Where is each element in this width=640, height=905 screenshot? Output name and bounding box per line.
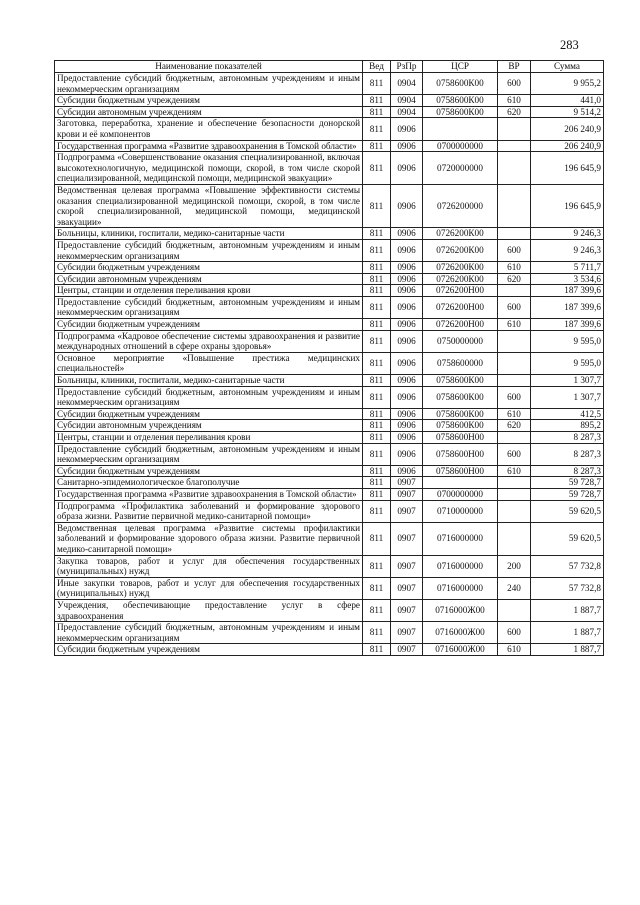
cell-csr: 0758600К00 — [423, 375, 498, 387]
cell-vr — [498, 352, 531, 374]
cell-csr: 0758600000 — [423, 352, 498, 374]
cell-sum: 1 307,7 — [531, 386, 604, 408]
cell-name: Субсидии бюджетным учреждениям — [55, 408, 363, 420]
cell-name: Субсидии бюджетным учреждениям — [55, 262, 363, 274]
cell-sum: 1 307,7 — [531, 375, 604, 387]
cell-rzpr: 0906 — [391, 285, 423, 297]
cell-csr: 0758600К00 — [423, 408, 498, 420]
cell-vr: 200 — [498, 555, 531, 577]
cell-ved: 811 — [363, 408, 391, 420]
table-row — [55, 118, 604, 140]
cell-csr: 0758600К00 — [423, 106, 498, 118]
table-row — [55, 488, 604, 500]
cell-sum: 1 887,7 — [531, 622, 604, 644]
cell-sum: 206 240,9 — [531, 118, 604, 140]
cell-rzpr: 0906 — [391, 330, 423, 352]
cell-sum: 3 534,6 — [531, 273, 604, 285]
cell-csr: 0716000000 — [423, 555, 498, 577]
cell-sum: 206 240,9 — [531, 140, 604, 152]
cell-vr: 600 — [498, 622, 531, 644]
table-row — [55, 386, 604, 408]
cell-vr: 620 — [498, 106, 531, 118]
cell-csr: 0758600Н00 — [423, 465, 498, 477]
table-row — [55, 319, 604, 331]
cell-csr: 0710000000 — [423, 500, 498, 522]
cell-ved: 811 — [363, 599, 391, 621]
budget-table — [54, 60, 604, 656]
header-name: Наименование показателей — [55, 61, 363, 73]
cell-sum: 59 728,7 — [531, 477, 604, 489]
cell-name: Предоставление субсидий бюджетным, автономным учреждениям и иным некоммерческим организациям — [55, 622, 363, 644]
cell-rzpr: 0907 — [391, 488, 423, 500]
cell-ved: 811 — [363, 73, 391, 95]
table-row — [55, 228, 604, 240]
cell-csr: 0716000000 — [423, 577, 498, 599]
cell-csr: 0726200Н00 — [423, 319, 498, 331]
cell-name: Субсидии бюджетным учреждениям — [55, 465, 363, 477]
cell-csr: 0758600К00 — [423, 73, 498, 95]
cell-name: Центры, станции и отделения переливания крови — [55, 432, 363, 444]
cell-vr: 620 — [498, 273, 531, 285]
cell-name: Предоставление субсидий бюджетным, автономным учреждениям и иным некоммерческим организациям — [55, 443, 363, 465]
cell-ved: 811 — [363, 152, 391, 185]
cell-vr — [498, 500, 531, 522]
cell-rzpr: 0906 — [391, 296, 423, 318]
cell-vr — [498, 118, 531, 140]
cell-ved: 811 — [363, 644, 391, 656]
cell-rzpr: 0904 — [391, 106, 423, 118]
cell-name: Предоставление субсидий бюджетным, автономным учреждениям и иным некоммерческим организациям — [55, 239, 363, 261]
cell-name: Центры, станции и отделения переливания крови — [55, 285, 363, 297]
cell-ved: 811 — [363, 262, 391, 274]
cell-vr — [498, 522, 531, 555]
cell-name: Больницы, клиники, госпитали, медико-санитарные части — [55, 375, 363, 387]
cell-rzpr: 0907 — [391, 622, 423, 644]
table-row — [55, 73, 604, 95]
cell-vr: 600 — [498, 386, 531, 408]
table-row — [55, 555, 604, 577]
cell-sum: 187 399,6 — [531, 285, 604, 297]
cell-csr: 0726200К00 — [423, 262, 498, 274]
cell-ved: 811 — [363, 319, 391, 331]
table-row — [55, 152, 604, 185]
cell-name: Учреждения, обеспечивающие предоставление услуг в сфере здравоохранения — [55, 599, 363, 621]
cell-ved: 811 — [363, 140, 391, 152]
cell-vr — [498, 330, 531, 352]
cell-rzpr: 0906 — [391, 465, 423, 477]
cell-sum: 9 955,2 — [531, 73, 604, 95]
cell-ved: 811 — [363, 488, 391, 500]
cell-csr: 0726200К00 — [423, 273, 498, 285]
cell-sum: 187 399,6 — [531, 319, 604, 331]
cell-ved: 811 — [363, 106, 391, 118]
table-row — [55, 599, 604, 621]
cell-ved: 811 — [363, 184, 391, 227]
table-row — [55, 408, 604, 420]
table-row — [55, 296, 604, 318]
cell-name: Государственная программа «Развитие здравоохранения в Томской области» — [55, 140, 363, 152]
cell-name: Субсидии бюджетным учреждениям — [55, 644, 363, 656]
cell-ved: 811 — [363, 555, 391, 577]
cell-name: Субсидии бюджетным учреждениям — [55, 95, 363, 107]
cell-ved: 811 — [363, 477, 391, 489]
cell-rzpr: 0906 — [391, 408, 423, 420]
table-row — [55, 95, 604, 107]
cell-name: Ведомственная целевая программа «Развитие системы профилактики заболеваний и формирование здорового образа жизни. Развитие первичной медико-санитарной помощи» — [55, 522, 363, 555]
cell-sum: 59 620,5 — [531, 500, 604, 522]
table-row — [55, 522, 604, 555]
cell-sum: 9 246,3 — [531, 228, 604, 240]
cell-csr: 0726200000 — [423, 184, 498, 227]
cell-rzpr: 0906 — [391, 184, 423, 227]
cell-rzpr: 0907 — [391, 500, 423, 522]
cell-rzpr: 0906 — [391, 432, 423, 444]
cell-csr: 0726200К00 — [423, 228, 498, 240]
cell-rzpr: 0906 — [391, 118, 423, 140]
header-sum: Сумма — [531, 61, 604, 73]
cell-vr: 610 — [498, 262, 531, 274]
cell-rzpr: 0906 — [391, 319, 423, 331]
cell-rzpr: 0907 — [391, 644, 423, 656]
cell-csr: 0716000000 — [423, 522, 498, 555]
cell-sum: 1 887,7 — [531, 644, 604, 656]
cell-sum: 5 711,7 — [531, 262, 604, 274]
cell-vr — [498, 285, 531, 297]
table-row — [55, 184, 604, 227]
cell-name: Предоставление субсидий бюджетным, автономным учреждениям и иным некоммерческим организациям — [55, 296, 363, 318]
cell-ved: 811 — [363, 285, 391, 297]
table-row — [55, 106, 604, 118]
cell-csr — [423, 118, 498, 140]
cell-name: Иные закупки товаров, работ и услуг для обеспечения государственных (муниципальных) нужд — [55, 577, 363, 599]
cell-csr: 0700000000 — [423, 488, 498, 500]
cell-csr: 0720000000 — [423, 152, 498, 185]
cell-vr: 600 — [498, 239, 531, 261]
cell-vr: 610 — [498, 408, 531, 420]
cell-vr — [498, 184, 531, 227]
table-row — [55, 577, 604, 599]
cell-rzpr: 0906 — [391, 352, 423, 374]
cell-ved: 811 — [363, 330, 391, 352]
cell-rzpr: 0906 — [391, 273, 423, 285]
cell-sum: 196 645,9 — [531, 184, 604, 227]
cell-ved: 811 — [363, 622, 391, 644]
cell-rzpr: 0904 — [391, 73, 423, 95]
cell-sum: 9 514,2 — [531, 106, 604, 118]
cell-sum: 8 287,3 — [531, 465, 604, 477]
cell-ved: 811 — [363, 118, 391, 140]
cell-sum: 196 645,9 — [531, 152, 604, 185]
cell-rzpr: 0906 — [391, 262, 423, 274]
cell-csr: 0726200Н00 — [423, 285, 498, 297]
table-row — [55, 273, 604, 285]
cell-vr: 610 — [498, 644, 531, 656]
cell-rzpr: 0906 — [391, 443, 423, 465]
cell-name: Субсидии автономным учреждениям — [55, 273, 363, 285]
table-row — [55, 239, 604, 261]
cell-rzpr: 0907 — [391, 477, 423, 489]
table-row — [55, 432, 604, 444]
cell-ved: 811 — [363, 95, 391, 107]
cell-csr: 0758600Н00 — [423, 432, 498, 444]
cell-name: Субсидии бюджетным учреждениям — [55, 319, 363, 331]
table-row — [55, 375, 604, 387]
header-ved: Вед — [363, 61, 391, 73]
cell-sum: 8 287,3 — [531, 432, 604, 444]
cell-csr: 0758600Н00 — [423, 443, 498, 465]
cell-sum: 8 287,3 — [531, 443, 604, 465]
cell-name: Заготовка, переработка, хранение и обеспечение безопасности донорской крови и её компонентов — [55, 118, 363, 140]
cell-ved: 811 — [363, 352, 391, 374]
cell-ved: 811 — [363, 375, 391, 387]
cell-name: Основное мероприятие «Повышение престижа медицинских специальностей» — [55, 352, 363, 374]
cell-rzpr: 0907 — [391, 577, 423, 599]
cell-ved: 811 — [363, 420, 391, 432]
cell-name: Санитарно-эпидемиологическое благополучие — [55, 477, 363, 489]
cell-ved: 811 — [363, 577, 391, 599]
cell-vr — [498, 432, 531, 444]
cell-csr: 0758600К00 — [423, 386, 498, 408]
cell-sum: 895,2 — [531, 420, 604, 432]
cell-vr: 620 — [498, 420, 531, 432]
cell-csr: 0700000000 — [423, 140, 498, 152]
cell-ved: 811 — [363, 228, 391, 240]
cell-ved: 811 — [363, 386, 391, 408]
table-row — [55, 420, 604, 432]
cell-sum: 57 732,8 — [531, 577, 604, 599]
cell-vr — [498, 375, 531, 387]
cell-csr: 0758600К00 — [423, 95, 498, 107]
cell-rzpr: 0906 — [391, 375, 423, 387]
page-number: 283 — [560, 38, 579, 52]
cell-rzpr: 0906 — [391, 386, 423, 408]
header-rzpr: РзПр — [391, 61, 423, 73]
cell-sum: 9 595,0 — [531, 352, 604, 374]
table-row — [55, 330, 604, 352]
cell-sum: 412,5 — [531, 408, 604, 420]
cell-csr: 0716000Ж00 — [423, 644, 498, 656]
cell-ved: 811 — [363, 432, 391, 444]
table-row — [55, 140, 604, 152]
cell-vr: 610 — [498, 95, 531, 107]
cell-name: Субсидии автономным учреждениям — [55, 420, 363, 432]
cell-name: Подпрограмма «Совершенствование оказания специализированной, включая высокотехнологичную, медицинской помощи, скорой, в том числе скорой специализированной, медицинской помощи, медицинской эвакуации» — [55, 152, 363, 185]
cell-csr: 0726200К00 — [423, 239, 498, 261]
cell-csr: 0716000Ж00 — [423, 599, 498, 621]
cell-ved: 811 — [363, 239, 391, 261]
cell-csr — [423, 477, 498, 489]
cell-rzpr: 0904 — [391, 95, 423, 107]
cell-rzpr: 0906 — [391, 140, 423, 152]
cell-ved: 811 — [363, 522, 391, 555]
cell-vr: 240 — [498, 577, 531, 599]
cell-vr — [498, 140, 531, 152]
cell-rzpr: 0907 — [391, 599, 423, 621]
cell-name: Ведомственная целевая программа «Повышение эффективности системы оказания специализированной медицинской помощи, скорой, в том числе скорой специализированной, медицинской помощи, медицинской эвакуации» — [55, 184, 363, 227]
cell-sum: 59 728,7 — [531, 488, 604, 500]
cell-vr — [498, 477, 531, 489]
cell-name: Закупка товаров, работ и услуг для обеспечения государственных (муниципальных) нужд — [55, 555, 363, 577]
cell-sum: 187 399,6 — [531, 296, 604, 318]
cell-vr — [498, 599, 531, 621]
cell-ved: 811 — [363, 296, 391, 318]
cell-sum: 441,0 — [531, 95, 604, 107]
cell-vr: 600 — [498, 73, 531, 95]
table-header-row — [55, 61, 604, 73]
cell-vr — [498, 152, 531, 185]
cell-csr: 0716000Ж00 — [423, 622, 498, 644]
cell-sum: 57 732,8 — [531, 555, 604, 577]
header-vr: ВР — [498, 61, 531, 73]
cell-vr: 610 — [498, 319, 531, 331]
cell-sum: 59 620,5 — [531, 522, 604, 555]
table-row — [55, 500, 604, 522]
table-row — [55, 465, 604, 477]
table-row — [55, 644, 604, 656]
cell-rzpr: 0907 — [391, 522, 423, 555]
cell-ved: 811 — [363, 465, 391, 477]
table-row — [55, 262, 604, 274]
cell-ved: 811 — [363, 273, 391, 285]
cell-rzpr: 0906 — [391, 239, 423, 261]
cell-rzpr: 0906 — [391, 228, 423, 240]
cell-name: Подпрограмма «Кадровое обеспечение системы здравоохранения и развитие международных отношений в сфере охраны здоровья» — [55, 330, 363, 352]
cell-sum: 9 246,3 — [531, 239, 604, 261]
table-row — [55, 352, 604, 374]
cell-sum: 1 887,7 — [531, 599, 604, 621]
cell-name: Субсидии автономным учреждениям — [55, 106, 363, 118]
table-row — [55, 285, 604, 297]
table-row — [55, 622, 604, 644]
cell-name: Государственная программа «Развитие здравоохранения в Томской области» — [55, 488, 363, 500]
cell-name: Больницы, клиники, госпитали, медико-санитарные части — [55, 228, 363, 240]
cell-vr: 600 — [498, 296, 531, 318]
cell-name: Предоставление субсидий бюджетным, автономным учреждениям и иным некоммерческим организациям — [55, 73, 363, 95]
header-csr: ЦСР — [423, 61, 498, 73]
cell-sum: 9 595,0 — [531, 330, 604, 352]
cell-csr: 0750000000 — [423, 330, 498, 352]
cell-rzpr: 0906 — [391, 420, 423, 432]
cell-csr: 0758600К00 — [423, 420, 498, 432]
cell-vr — [498, 488, 531, 500]
cell-csr: 0726200Н00 — [423, 296, 498, 318]
cell-rzpr: 0906 — [391, 152, 423, 185]
table-row — [55, 477, 604, 489]
cell-vr: 610 — [498, 465, 531, 477]
cell-vr: 600 — [498, 443, 531, 465]
cell-name: Подпрограмма «Профилактика заболеваний и формирование здорового образа жизни. Развитие первичной медико-санитарной помощи» — [55, 500, 363, 522]
cell-vr — [498, 228, 531, 240]
cell-ved: 811 — [363, 500, 391, 522]
cell-ved: 811 — [363, 443, 391, 465]
cell-rzpr: 0907 — [391, 555, 423, 577]
table-row — [55, 443, 604, 465]
cell-name: Предоставление субсидий бюджетным, автономным учреждениям и иным некоммерческим организациям — [55, 386, 363, 408]
